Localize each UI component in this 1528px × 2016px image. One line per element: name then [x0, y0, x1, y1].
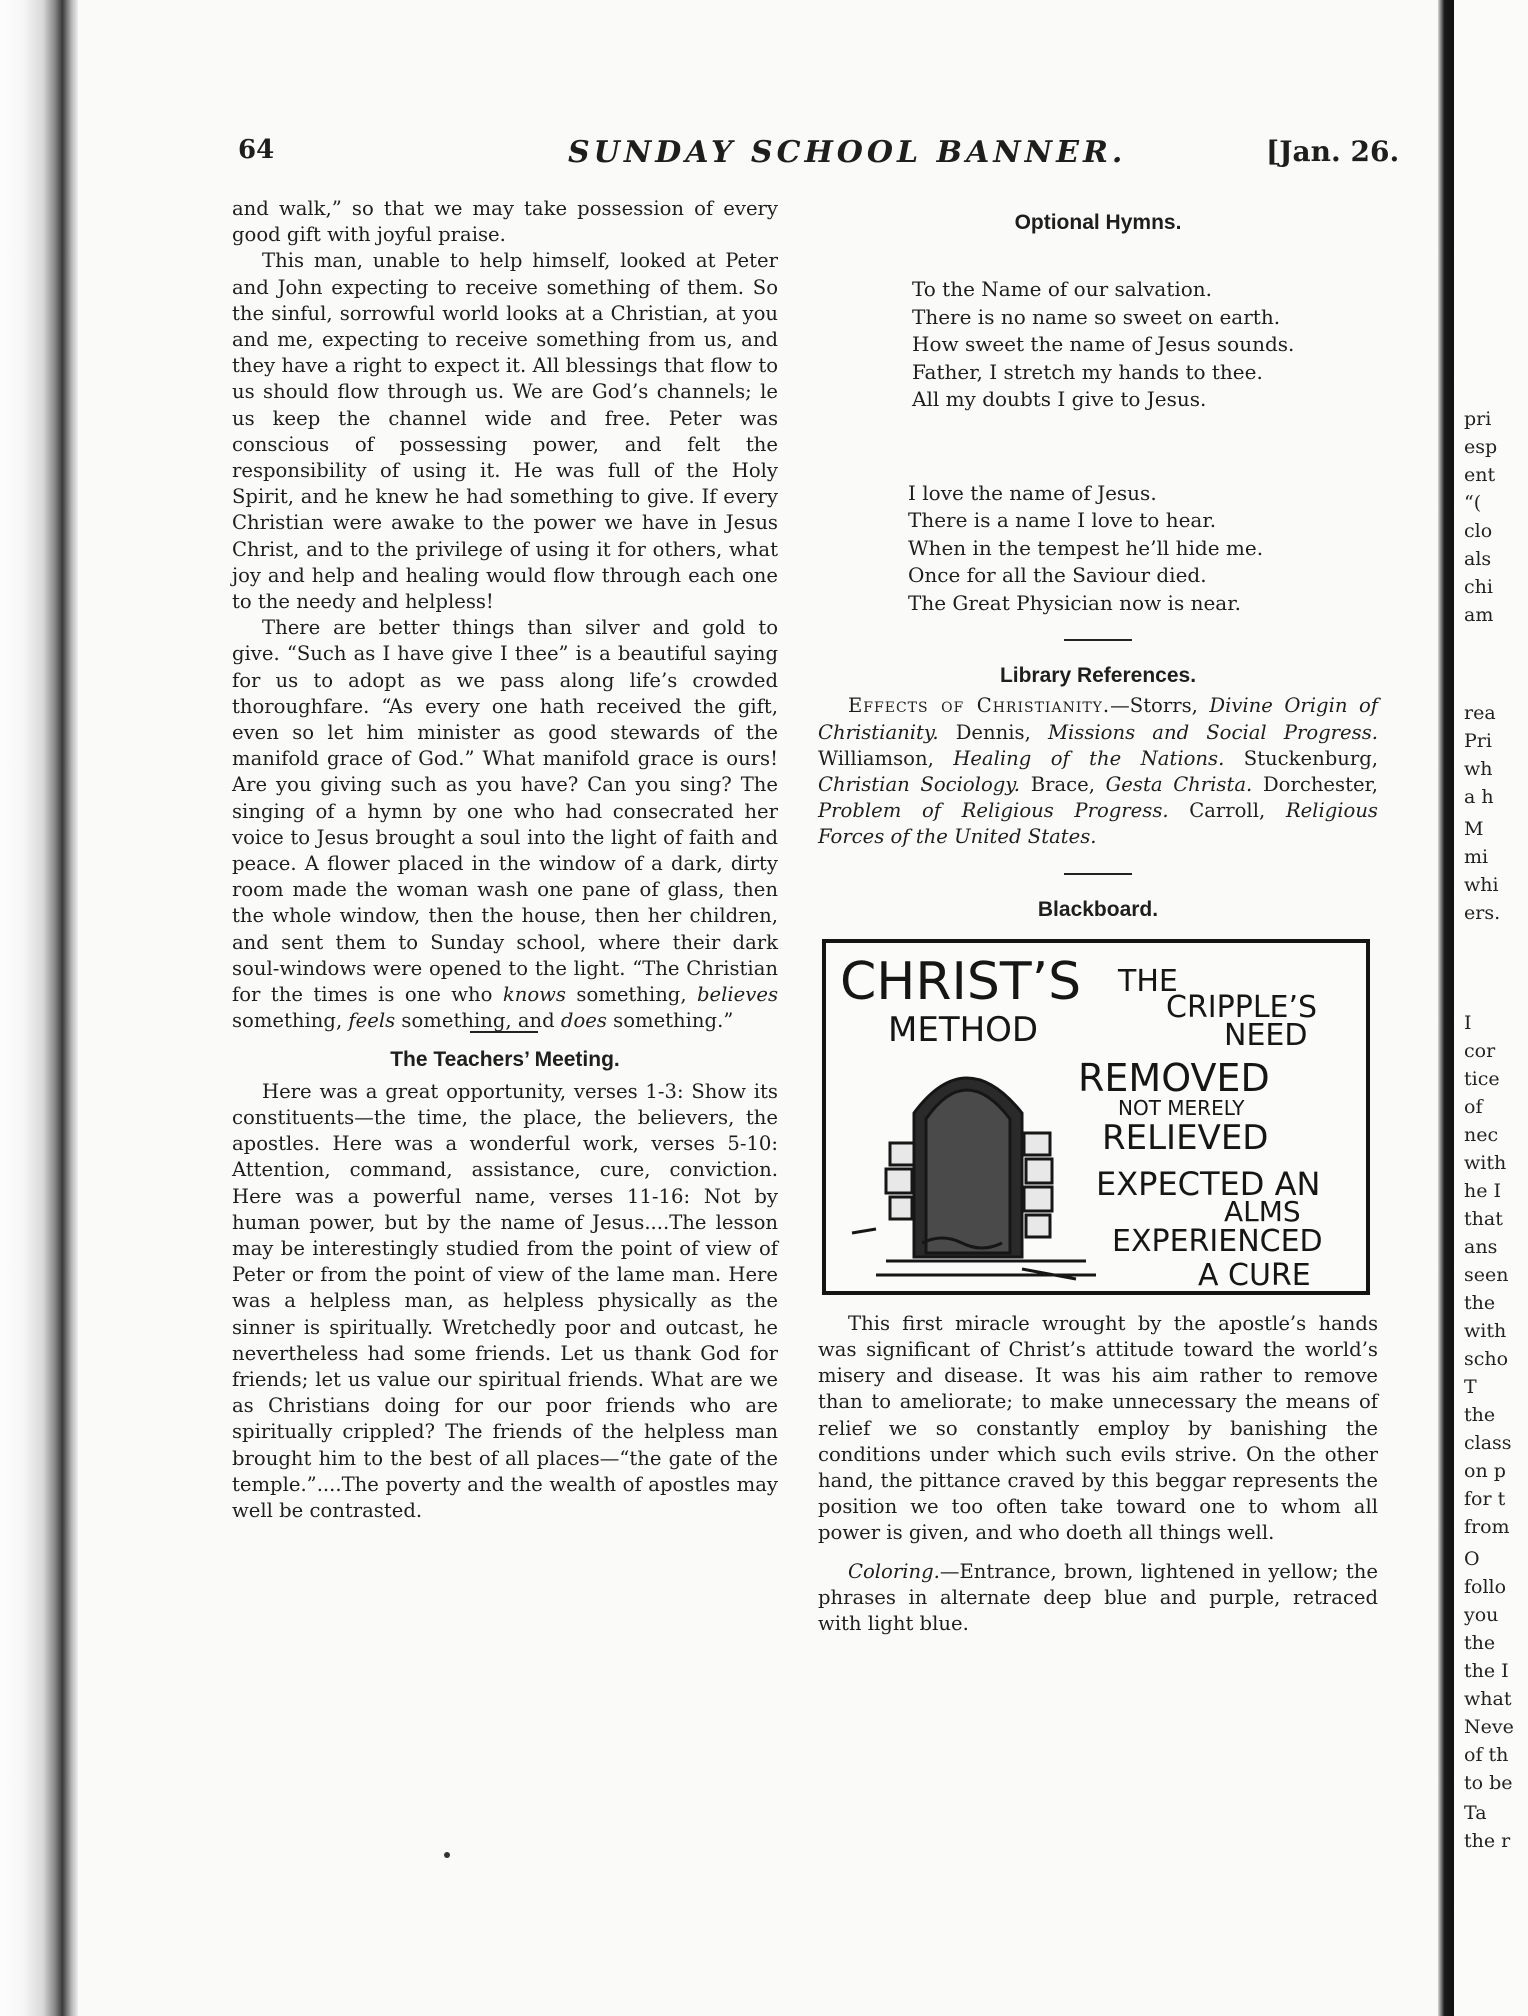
library-author: Williamson,: [818, 746, 934, 770]
temple-gate-drawing: [852, 1078, 1096, 1279]
hymn-title: The Great Physician now is near.: [908, 590, 1241, 615]
adjacent-page-text: T: [1464, 1376, 1477, 1398]
adjacent-page-text: ent: [1464, 464, 1496, 486]
hymn-list-1: [818, 276, 1378, 414]
adjacent-page-text: O: [1464, 1548, 1480, 1570]
paragraph-text: something,: [232, 1009, 343, 1033]
adjacent-page-text: chi: [1464, 576, 1493, 598]
bb-expected-an: EXPECTED AN: [1096, 1164, 1321, 1203]
blackboard-commentary: This first miracle wrought by the apostle’s hands was significant of Christ’s attitude toward the world’s misery and disease. It was his aim rather to remove than to ameliorate; to make unnecessary the means of relief we so constantly employ by banishing the conditions under which such evils strive. On the other hand, the pittance craved by this beggar represents the position we too often take toward one to whom all power is given, and who doeth all things well.: [818, 1311, 1378, 1545]
paragraph-better-things: [232, 615, 778, 1034]
bb-relieved: RELIEVED: [1102, 1117, 1269, 1158]
teachers-meeting-heading: The Teachers’ Meeting.: [390, 1047, 620, 1071]
library-references-heading: Library References.: [999, 664, 1197, 688]
paragraph-text: something.”: [613, 1009, 734, 1033]
bb-removed: REMOVED: [1078, 1055, 1270, 1100]
adjacent-page-text: on p: [1464, 1460, 1506, 1482]
adjacent-page-text: what: [1464, 1688, 1512, 1710]
library-lead: Effects of Christianity.: [848, 694, 1111, 718]
library-book: Gesta Christa.: [1105, 773, 1253, 797]
hymn-title: All my doubts I give to Jesus.: [912, 387, 1207, 412]
library-book: Christian Sociology.: [818, 773, 1020, 797]
emphasis-word: does: [560, 1009, 607, 1033]
library-author: Carroll,: [1168, 799, 1266, 823]
emphasis-word: knows: [502, 983, 566, 1007]
hymn-title: When in the tempest he’ll hide me.: [908, 535, 1264, 560]
emphasis-word: believes: [697, 983, 779, 1007]
paragraph-text: There are better things than silver and gold to give. “Such as I have give I thee” is a beautiful saying for us to adopt as we pass along life’s crowded thoroughfare. “As every one hath received the gift, even so let him minister as good stewards of the manifold grace of God.” What manifold grace is ours! Are you giving such as you have? Can you sing? The singing of a hymn by one who had consecrated her voice to Jesus brought a soul into the light of faith and peace. A flower placed in the window of a dark, dirty room made the woman wash one pane of glass, then the whole window, then the house, then her children, and sent them to Sunday school, where their dark soul-windows were opened to the light. “The Christian for the times is one who: [232, 616, 778, 1007]
adjacent-page-text: the: [1464, 1632, 1496, 1654]
adjacent-page-text: seen: [1464, 1264, 1509, 1286]
optional-hymns-heading: Optional Hymns.: [1014, 211, 1182, 234]
adjacent-page-text: ans: [1464, 1236, 1498, 1258]
hymn-title: How sweet the name of Jesus sounds.: [912, 332, 1295, 357]
adjacent-page-text: for t: [1464, 1488, 1506, 1510]
hymn-title: There is no name so sweet on earth.: [912, 304, 1281, 329]
blackboard-illustration: [822, 939, 1370, 1295]
adjacent-page-text: of: [1464, 1096, 1483, 1118]
bb-method: METHOD: [888, 1009, 1039, 1050]
adjacent-page-text: he I: [1464, 1180, 1502, 1202]
bb-christs: CHRIST’S: [840, 951, 1082, 1012]
library-book: Missions and Social Progress.: [1047, 720, 1378, 744]
adjacent-page-text: pri: [1464, 408, 1492, 430]
bb-need: NEED: [1224, 1017, 1308, 1053]
book-page: [78, 0, 1438, 2016]
adjacent-page-text: M: [1464, 818, 1484, 840]
adjacent-page-text: with: [1464, 1320, 1507, 1342]
adjacent-page-text: mi: [1464, 846, 1489, 868]
library-author: Dennis,: [938, 720, 1031, 744]
running-title: SUNDAY SCHOOL BANNER.: [568, 135, 1127, 170]
adjacent-page-text: whi: [1464, 874, 1499, 896]
paragraph-continuation: and walk,” so that we may take possession of every good gift with joyful praise.: [232, 197, 778, 247]
adjacent-page-text: follo: [1464, 1576, 1507, 1598]
bb-the: THE: [1118, 963, 1178, 999]
adjacent-page-text: ers.: [1464, 902, 1501, 924]
adjacent-page-text: nec: [1464, 1124, 1499, 1146]
adjacent-page-text: scho: [1464, 1348, 1509, 1370]
adjacent-page-text: Neve: [1464, 1716, 1514, 1738]
adjacent-page-text: wh: [1464, 758, 1493, 780]
blackboard-heading: Blackboard.: [1037, 897, 1159, 921]
bb-a-cure: A CURE: [1198, 1257, 1311, 1291]
hymn-title: There is a name I love to hear.: [908, 508, 1217, 533]
book-gutter-right: [1438, 0, 1454, 2016]
paragraph-text: something,: [576, 983, 687, 1007]
library-author: Stuckenburg,: [1224, 746, 1378, 770]
page-header: [78, 135, 1438, 185]
right-column: [818, 210, 1378, 1637]
hymn-title: I love the name of Jesus.: [908, 480, 1157, 505]
adjacent-page-text: the: [1464, 1292, 1496, 1314]
adjacent-page-text: that: [1464, 1208, 1503, 1230]
adjacent-page-text: “(: [1464, 492, 1482, 514]
adjacent-page-text: rea: [1464, 702, 1496, 724]
adjacent-page-text: with: [1464, 1152, 1507, 1174]
ink-speck: [444, 1852, 450, 1858]
library-book: Divine Origin of Christianity.: [818, 694, 1379, 744]
adjacent-page-text: you: [1464, 1604, 1499, 1626]
library-book: Problem of Religious Progress.: [818, 799, 1169, 823]
adjacent-page-text: esp: [1464, 436, 1498, 458]
library-author: —Storrs,: [1110, 694, 1198, 718]
coloring-text: —Entrance, brown, lightened in yellow; the phrases in alternate deep blue and purple, retraced with light blue.: [818, 1559, 1378, 1636]
adjacent-page-text: the: [1464, 1404, 1496, 1426]
library-book: Religious Forces of the United States.: [818, 799, 1378, 849]
adjacent-page-fragment: [1454, 0, 1528, 2016]
adjacent-page-text: class: [1464, 1432, 1512, 1454]
adjacent-page-text: am: [1464, 604, 1494, 626]
page-number: 64: [238, 135, 275, 165]
bb-alms: ALMS: [1224, 1194, 1301, 1228]
adjacent-page-text: cor: [1464, 1040, 1496, 1062]
paragraph-helpless-man: This man, unable to help himself, looked at Peter and John expecting to receive something of them. So the sinful, sorrowful world looks at a Christian, at you and me, expecting to receive something from us, and they have a right to expect it. All blessings that flow to us should flow through us. We are God’s channels; le us keep the channel wide and free. Peter was conscious of possessing power, and felt the responsibility of using it. He was full of the Holy Spirit, and he knew he had something to give. If every Christian were awake to the power we have in Jesus Christ, and to the privilege of using it for others, what joy and help and healing would flow through each one to the needy and helpless!: [232, 249, 778, 614]
header-date: [Jan. 26.: [1266, 135, 1400, 168]
adjacent-page-text: tice: [1464, 1068, 1500, 1090]
adjacent-page-text: als: [1464, 548, 1492, 570]
left-column: [232, 196, 778, 1524]
bb-experienced: EXPERIENCED: [1112, 1223, 1323, 1259]
adjacent-page-text: the I: [1464, 1660, 1509, 1682]
coloring-note: [818, 1559, 1378, 1638]
bb-not-merely: NOT MERELY: [1118, 1095, 1245, 1120]
section-divider: [1064, 639, 1132, 641]
book-gutter-left: [0, 0, 78, 2016]
hymn-title: Father, I stretch my hands to thee.: [912, 359, 1263, 384]
hymn-title: Once for all the Saviour died.: [908, 563, 1207, 588]
hymn-list-2: [818, 480, 1378, 618]
bb-cripples: CRIPPLE’S: [1166, 989, 1318, 1025]
library-book: Healing of the Nations.: [953, 746, 1225, 770]
library-author: Dorchester,: [1252, 773, 1378, 797]
teachers-meeting-text: Here was a great opportunity, verses 1-3: Show its constituents—the time, the place, the believers, the apostles. Here was a wonderful work, verses 5-10: Attention, command, assistance, cure, conviction. Here was a powerful name, verses 11-16: Not by human power, but by the name of Jesus....The lesson may be interestingly studied from the point of view of Peter or from the point of view of the lame man. Here was a helpless man, as helpless physically as the sinner is spiritually. Wretchedly poor and outcast, he nevertheless had some friends. Let us thank God for friends; let us value our spiritual friends. What are we as Christians doing for our poor friends who are spiritually crippled? The friends of the helpless man brought him to the best of all places—“the gate of the temple.”....The poverty and the wealth of apostles may well be contrasted.: [232, 1079, 778, 1522]
adjacent-page-text: clo: [1464, 520, 1493, 542]
emphasis-word: feels: [348, 1009, 396, 1033]
adjacent-page-text: to be: [1464, 1772, 1513, 1794]
adjacent-page-text: from: [1464, 1516, 1510, 1538]
hymn-title: To the Name of our salvation.: [912, 277, 1213, 302]
adjacent-page-text: Ta: [1464, 1802, 1487, 1824]
adjacent-page-text: a h: [1464, 786, 1494, 808]
library-references-text: [818, 693, 1378, 850]
library-author: Brace,: [1020, 773, 1095, 797]
blackboard-drawing: [826, 943, 1366, 1291]
section-divider: [1064, 873, 1132, 875]
paragraph-text: something, and: [401, 1009, 555, 1033]
coloring-label: Coloring.: [848, 1559, 940, 1583]
adjacent-page-text: Pri: [1464, 730, 1492, 752]
adjacent-page-text: the r: [1464, 1830, 1511, 1852]
adjacent-page-text: of th: [1464, 1744, 1509, 1766]
adjacent-page-text: I: [1464, 1012, 1472, 1034]
